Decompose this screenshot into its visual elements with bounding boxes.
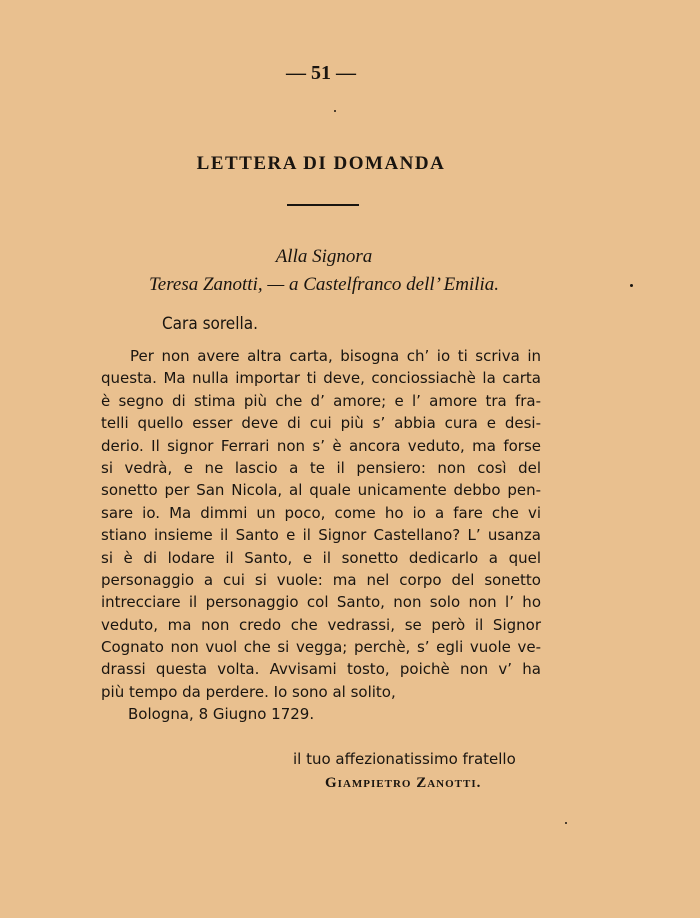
body-line: drassi questa volta. Avvisami tosto, poichè non v’ ha (101, 660, 541, 679)
dateline: Bologna, 8 Giugno 1729. (128, 705, 315, 723)
body-line: Per non avere altra carta, bisogna ch’ io ti scriva in (130, 347, 541, 365)
body-line: Cognato non vuol che si vegga; perchè, s’ egli vuole ve- (101, 638, 541, 657)
paper-speck (630, 284, 633, 287)
signature: Giampietro Zanotti. (325, 775, 482, 791)
body-line: è segno di stima più che d’ amore; e l’ amore tra fra- (101, 391, 541, 410)
body-line: veduto, ma non credo che vedrassi, se però il Signor (101, 615, 541, 634)
body-line: personaggio a cui si vuole: ma nel corpo del sonetto (101, 570, 541, 589)
body-line: si vedrà, e ne lascio a te il pensiero: non così del (101, 458, 541, 477)
salutation: Cara sorella. (162, 314, 258, 334)
page-number: — 51 — (286, 62, 356, 84)
body-line: più tempo da perdere. Io sono al solito, (101, 682, 396, 701)
address-block (0, 243, 648, 299)
body-line: sonetto per San Nicola, al quale unicamente debbo pen- (101, 481, 541, 500)
page-title: LETTERA DI DOMANDA (196, 153, 446, 174)
body-line: derio. Il signor Ferrari non s’ è ancora veduto, ma forse (101, 436, 541, 455)
closing: il tuo affezionatissimo fratello (293, 750, 516, 768)
paper-speck (334, 110, 336, 112)
body-line: stiano insieme il Santo e il Signor Castellano? L’ usanza (101, 526, 541, 545)
address-line-2: Teresa Zanotti, — a Castelfranco dell’ Emilia. (148, 274, 500, 295)
title-rule (287, 204, 359, 206)
body-line: questa. Ma nulla importar ti deve, conciossiachè la carta (101, 369, 541, 388)
paper-speck (565, 822, 567, 824)
body-line: telli quello esser deve di cui più s’ abbia cura e desi- (101, 414, 541, 433)
letter-body (101, 345, 541, 703)
body-line: sare io. Ma dimmi un poco, come ho io a fare che vi (101, 503, 541, 522)
body-line: si è di lodare il Santo, e il sonetto dedicarlo a quel (101, 548, 541, 567)
body-line: intrecciare il personaggio col Santo, non solo non l’ ho (101, 593, 541, 612)
address-line-1: Alla Signora (275, 246, 373, 267)
